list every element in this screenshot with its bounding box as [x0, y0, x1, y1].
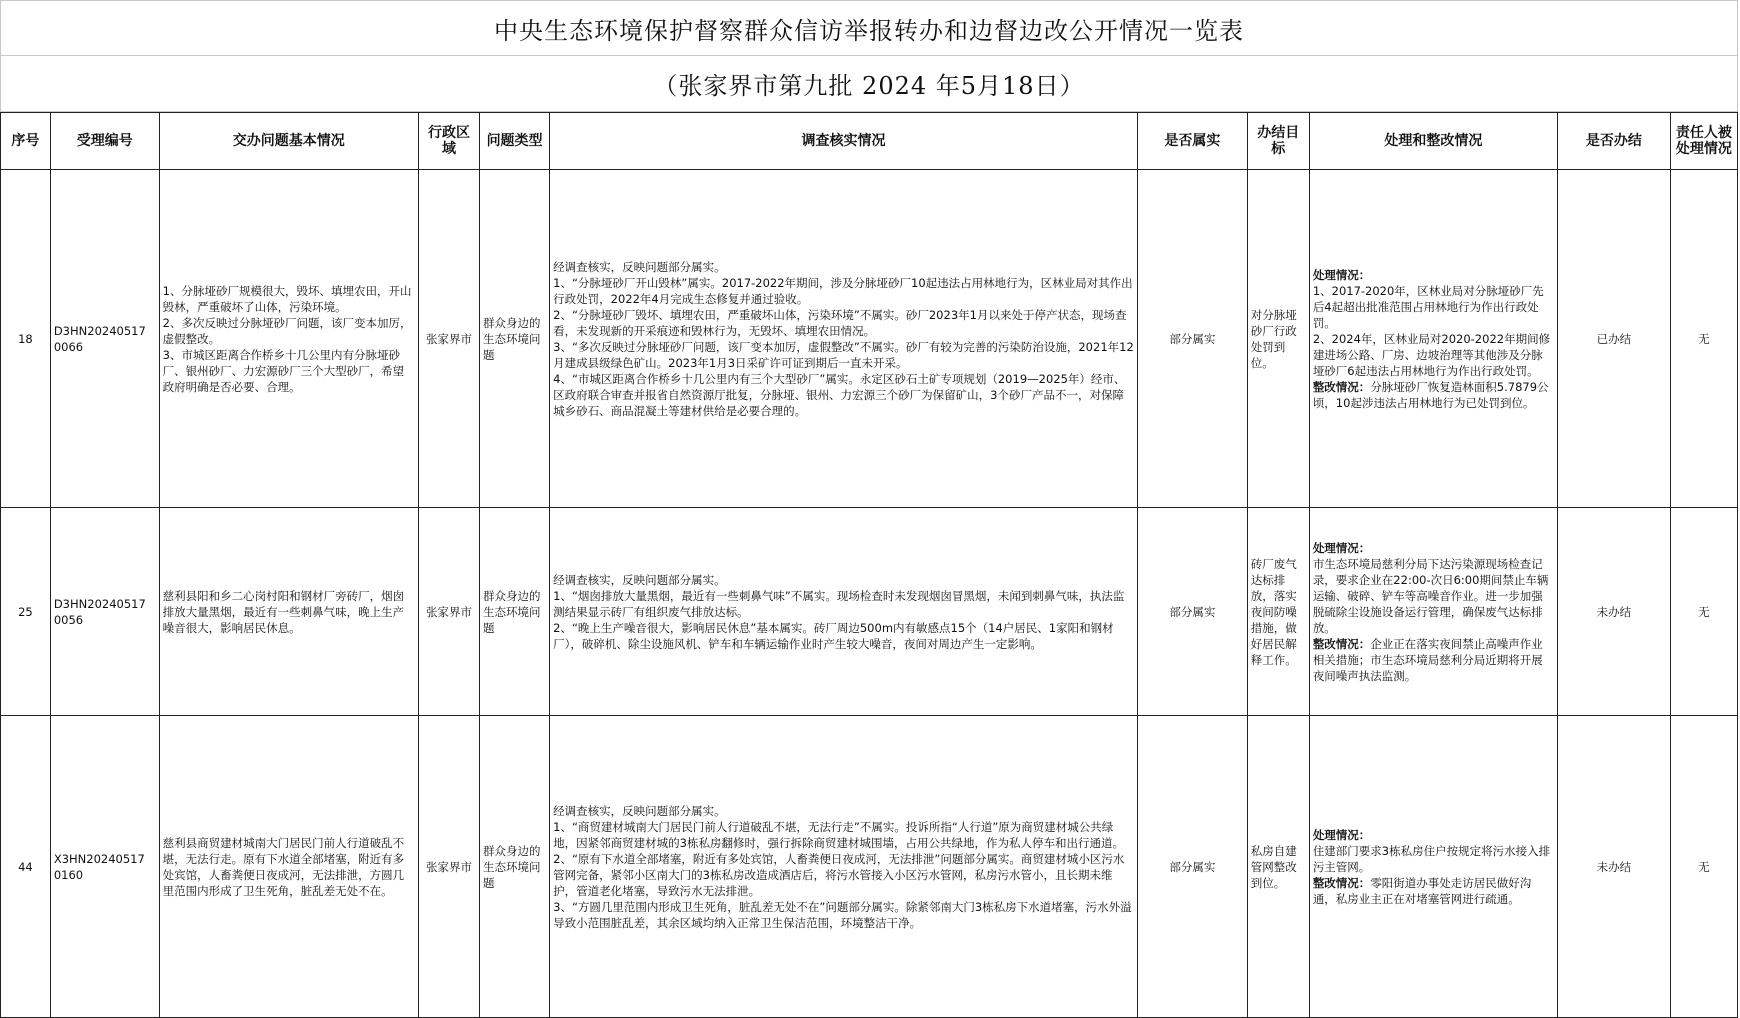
cell-code: D3HN20240517 0066	[50, 170, 159, 508]
cell-seq: 18	[1, 170, 51, 508]
header-basic: 交办问题基本情况	[159, 113, 418, 170]
cell-target: 砖厂废气达标排放，落实夜间防噪措施，做好居民解释工作。	[1247, 508, 1309, 716]
handling-text: 1、2017-2020年，区林业局对分脉垭砂厂先后4起超出批准范围占用林地行为作出行政处罚。 2、2024年，区林业局对2020-2022年期间修建进场公路、厂房、边坡治理等其他涉及分脉垭砂厂6起违法占用林地行为作出行政处罚。	[1312, 283, 1551, 378]
handling-label: 处理情况：	[1312, 827, 1371, 842]
cell-handling	[1309, 508, 1557, 716]
cell-investigation: 经调查核实，反映问题部分属实。 1、“商贸建材城南大门居民门前人行道破乱不堪，无法行走”不属实。投诉所指“人行道”原为商贸建材城公共绿地，因紧邻商贸建材城的3栋私房翻修时，强行拆除商贸建材城围墙，占用公共绿地，作为私人停车和出行通道。 2、“原有下水道全部堵塞，附近有多处宾馆，人畜粪便日夜成河，无法排泄”问题部分属实。商贸建材城小区污水管网完备，紧邻小区南大门的3栋私房改造成酒店后，将污水管接入小区污水管网，私房污水管小，且长期未维护，管道老化堵塞，导致污水无法排泄。 3、“方圆几里范围内形成卫生死角，脏乱差无处不在”问题部分属实。除紧邻南大门3栋私房下水道堵塞，污水外溢导致小范围脏乱差，其余区域均纳入正常卫生保洁范围，环境整洁干净。	[550, 716, 1138, 1018]
header-row	[1, 113, 1738, 170]
report-table	[0, 112, 1738, 1018]
cell-region: 张家界市	[418, 716, 479, 1018]
header-responsible: 责任人被处理情况	[1670, 113, 1737, 170]
cell-investigation: 经调查核实，反映问题部分属实。 1、“烟囱排放大量黑烟，最近有一些刺鼻气味”不属实。现场检查时未发现烟囱冒黑烟，未闻到刺鼻气味，执法监测结果显示砖厂有组织废气排放达标。 2、“晚上生产噪音很大，影响居民休息”基本属实。砖厂周边500m内有敏感点15个（14户居民、1家阳和钢材厂），破碎机、除尘设施风机、铲车和车辆运输作业时产生较大噪音，夜间对周边产生一定影响。	[550, 508, 1138, 716]
table-row	[1, 508, 1738, 716]
cell-responsible: 无	[1670, 716, 1737, 1018]
handling-label: 处理情况：	[1312, 267, 1371, 282]
cell-is-true: 部分属实	[1137, 508, 1247, 716]
header-target: 办结目标	[1247, 113, 1309, 170]
cell-region: 张家界市	[418, 170, 479, 508]
cell-code: D3HN20240517 0056	[50, 508, 159, 716]
cell-target: 对分脉垭砂厂行政处罚到位。	[1247, 170, 1309, 508]
cell-basic: 慈利县阳和乡二心岗村阳和钢材厂旁砖厂，烟囱排放大量黑烟，最近有一些刺鼻气味，晚上生产噪音很大，影响居民休息。	[159, 508, 418, 716]
cell-done: 未办结	[1557, 716, 1670, 1018]
cell-handling	[1309, 170, 1557, 508]
cell-responsible: 无	[1670, 508, 1737, 716]
header-seq: 序号	[1, 113, 51, 170]
cell-seq: 44	[1, 716, 51, 1018]
handling-text: 住建部门要求3栋私房住户按规定将污水接入排污主管网。	[1312, 843, 1551, 874]
cell-type: 群众身边的生态环境问题	[479, 508, 549, 716]
table-row	[1, 170, 1738, 508]
header-done: 是否办结	[1557, 113, 1670, 170]
rectification-text: 分脉垭砂厂恢复造林面积5.7879公顷，10起涉违法占用林地行为已处罚到位。	[1312, 379, 1549, 410]
cell-responsible: 无	[1670, 170, 1737, 508]
cell-investigation: 经调查核实，反映问题部分属实。 1、“分脉垭砂厂开山毁林”属实。2017-2022年期间，涉及分脉垭砂厂10起违法占用林地行为，区林业局对其作出行政处罚，2022年4月完成生态修复并通过验收。 2、“分脉垭砂厂毁坏、填埋农田，严重破坏山体，污染环境”不属实。砂厂2023年1月以来处于停产状态，现场查看，未发现新的开采痕迹和毁林行为，无毁坏、填埋农田情况。 3、“多次反映过分脉垭砂厂问题，该厂变本加厉，虚假整改”不属实。砂厂有较为完善的污染防治设施，2021年12月建成县级绿色矿山。2023年1月3日采矿许可证到期后一直未开采。 4、“市城区距离合作桥乡十几公里内有三个大型砂厂”属实。永定区砂石土矿专项规划（2019—2025年）经市、区政府联合审查并报省自然资源厅批复，分脉垭、银州、力宏源三个砂厂为保留矿山，3个砂厂产品不一，对保障城乡砂石、商品混凝土等建材供给是必要合理的。	[550, 170, 1138, 508]
cell-done: 已办结	[1557, 170, 1670, 508]
cell-basic: 慈利县商贸建材城南大门居民门前人行道破乱不堪，无法行走。原有下水道全部堵塞，附近有多处宾馆，人畜粪便日夜成河，无法排泄，方圆几里范围内形成了卫生死角，脏乱差无处不在。	[159, 716, 418, 1018]
header-code: 受理编号	[50, 113, 159, 170]
cell-basic: 1、分脉垭砂厂规模很大，毁坏、填埋农田，开山毁林，严重破坏了山体，污染环境。 2、多次反映过分脉垭砂厂问题，该厂变本加厉，虚假整改。 3、市城区距离合作桥乡十几公里内有分脉垭砂厂、银州砂厂、力宏源砂厂三个大型砂厂，希望政府明确是否必要、合理。	[159, 170, 418, 508]
header-investigation: 调查核实情况	[550, 113, 1138, 170]
header-is-true: 是否属实	[1137, 113, 1247, 170]
handling-text: 市生态环境局慈利分局下达污染源现场检查记录，要求企业在22:00-次日6:00期间禁止车辆运输、破碎、铲车等高噪音作业。进一步加强脱硫除尘设施设备运行管理，确保废气达标排放。	[1312, 556, 1549, 635]
page-title: 中央生态环境保护督察群众信访举报转办和边督边改公开情况一览表	[0, 0, 1738, 56]
rectification-label: 整改情况：	[1312, 875, 1371, 890]
cell-region: 张家界市	[418, 508, 479, 716]
table-row	[1, 716, 1738, 1018]
cell-target: 私房自建管网整改到位。	[1247, 716, 1309, 1018]
cell-code: X3HN20240517 0160	[50, 716, 159, 1018]
page-subtitle: （张家界市第九批 2024 年5月18日）	[0, 56, 1738, 112]
handling-label: 处理情况：	[1312, 540, 1371, 555]
cell-is-true: 部分属实	[1137, 716, 1247, 1018]
cell-type: 群众身边的生态环境问题	[479, 716, 549, 1018]
cell-done: 未办结	[1557, 508, 1670, 716]
cell-seq: 25	[1, 508, 51, 716]
cell-handling	[1309, 716, 1557, 1018]
header-type: 问题类型	[479, 113, 549, 170]
rectification-text: 企业正在落实夜间禁止高噪声作业相关措施；市生态环境局慈利分局近期将开展夜间噪声执法监测。	[1312, 636, 1543, 683]
rectification-label: 整改情况：	[1312, 379, 1371, 394]
rectification-label: 整改情况：	[1312, 636, 1371, 651]
header-handling: 处理和整改情况	[1309, 113, 1557, 170]
cell-is-true: 部分属实	[1137, 170, 1247, 508]
cell-type: 群众身边的生态环境问题	[479, 170, 549, 508]
rectification-text: 零阳街道办事处走访居民做好沟通，私房业主正在对堵塞管网进行疏通。	[1312, 875, 1532, 906]
header-region: 行政区域	[418, 113, 479, 170]
